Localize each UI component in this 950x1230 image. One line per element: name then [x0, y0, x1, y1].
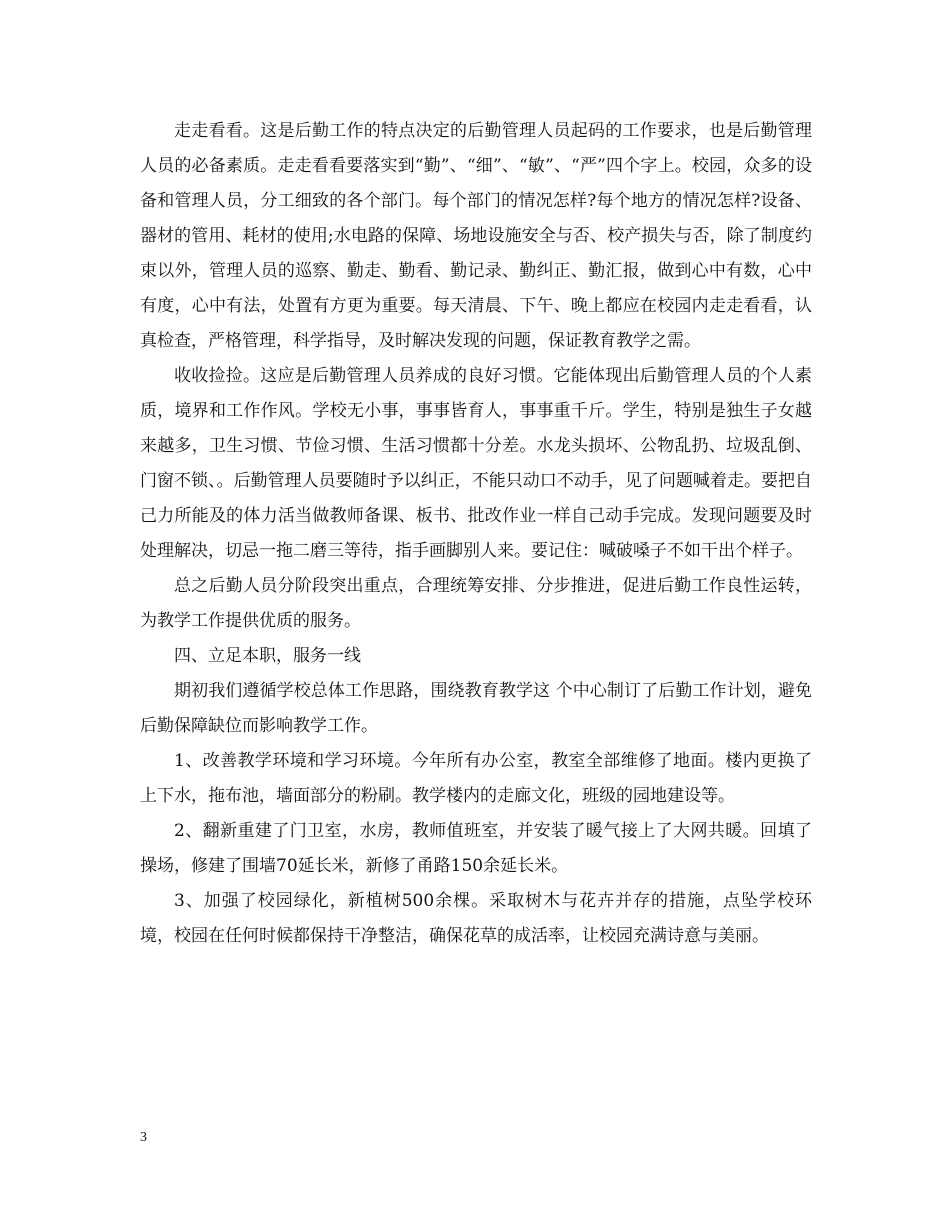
document-body [140, 114, 812, 954]
list-item-greening: 3、加强了校园绿化，新植树500余棵。采取树木与花卉并存的措施，点坠学校环境，校园在任何时候都保持干净整洁，确保花草的成活率，让校园充满诗意与美丽。 [140, 891, 812, 946]
page-number: 3 [140, 1130, 147, 1145]
paragraph-summary: 总之后勤人员分阶段突出重点，合理统筹安排、分步推进，促进后勤工作良性运转，为教学工作提供优质的服务。 [140, 576, 812, 631]
paragraph-inspection: 走走看看。这是后勤工作的特点决定的后勤管理人员起码的工作要求，也是后勤管理人员的必备素质。走走看看要落实到“勤”、“细”、“敏”、“严”四个字上。校园，众多的设备和管理人员，分工细致的各个部门。每个部门的情况怎样?每个地方的情况怎样?设备、器材的管用、耗材的使用;水电路的保障、场地设施安全与否、校产损失与否，除了制度约束以外，管理人员的巡察、勤走、勤看、勤记录、勤纠正、勤汇报，做到心中有数，心中有度，心中有法，处置有方更为重要。每天清晨、下午、晚上都应在校园内走走看看，认真检查，严格管理，科学指导，及时解决发现的问题，保证教育教学之需。 [140, 121, 812, 351]
section-heading: 四、立足本职，服务一线 [174, 646, 361, 666]
list-item-renovation: 2、翻新重建了门卫室，水房，教师值班室，并安装了暖气接上了大网共暖。回填了操场，修建了围墙70延长米，新修了甬路150余延长米。 [140, 821, 812, 876]
paragraph-tidying: 收收捡捡。这应是后勤管理人员养成的良好习惯。它能体现出后勤管理人员的个人素质，境界和工作作风。学校无小事，事事皆育人，事事重千斤。学生，特别是独生子女越来越多，卫生习惯、节俭习惯、生活习惯都十分差。水龙头损坏、公物乱扔、垃圾乱倒、门窗不锁、。后勤管理人员要随时予以纠正，不能只动口不动手，见了问题喊着走。要把自己力所能及的体力活当做教师备课、板书、批改作业一样自己动手完成。发现问题要及时处理解决，切忌一拖二磨三等待，指手画脚别人来。要记住：喊破嗓子不如干出个样子。 [140, 366, 812, 561]
paragraph-plan: 期初我们遵循学校总体工作思路，围绕教育教学这 个中心制订了后勤工作计划，避免后勤保障缺位而影响教学工作。 [140, 681, 812, 736]
list-item-environment: 1、改善教学环境和学习环境。今年所有办公室，教室全部维修了地面。楼内更换了上下水，拖布池，墙面部分的粉刷。教学楼内的走廊文化，班级的园地建设等。 [140, 751, 812, 806]
